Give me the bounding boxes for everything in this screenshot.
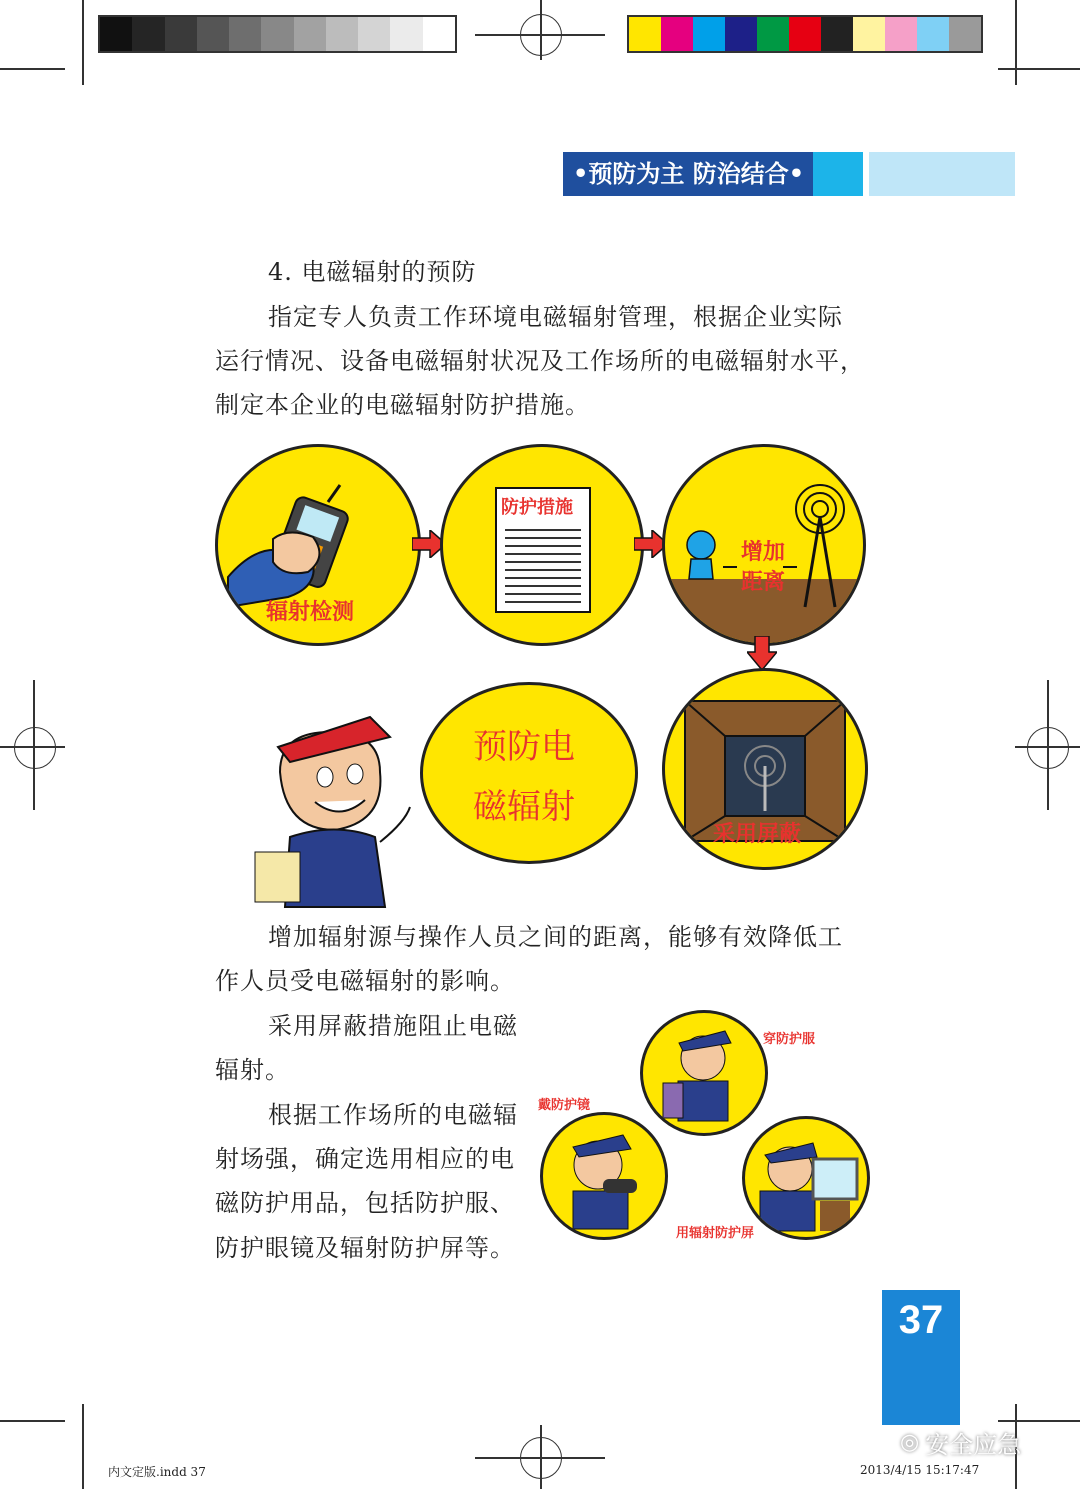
chapter-banner-title: •预防为主 防治结合• bbox=[563, 152, 813, 196]
suit-label: 穿防护服 bbox=[763, 1032, 816, 1047]
bubble-text-2: 磁辐射 bbox=[473, 787, 575, 827]
body-line: 采用屏蔽措施阻止电磁 bbox=[268, 1012, 518, 1040]
step-detection-label: 辐射检测 bbox=[266, 600, 355, 625]
color-swatch bbox=[821, 17, 853, 51]
goggles-label: 戴防护镜 bbox=[538, 1098, 591, 1113]
color-swatch bbox=[885, 17, 917, 51]
color-swatch bbox=[949, 17, 981, 51]
registration-line bbox=[540, 0, 542, 60]
footer-file: 内文定版.indd 37 bbox=[108, 1465, 206, 1479]
shielding-circle bbox=[662, 668, 868, 870]
shield-screen-circle bbox=[742, 1116, 870, 1240]
banner-accent bbox=[813, 152, 863, 196]
distance-circle bbox=[662, 444, 866, 646]
crop-mark bbox=[998, 1420, 1080, 1422]
color-swatch bbox=[358, 17, 390, 51]
body-line: 辐射。 bbox=[215, 1056, 290, 1084]
color-swatch bbox=[629, 17, 661, 51]
color-swatch bbox=[917, 17, 949, 51]
color-swatch bbox=[165, 17, 197, 51]
grayscale-color-bar bbox=[98, 15, 457, 53]
chapter-banner bbox=[563, 152, 1015, 196]
intro-line: 指定专人负责工作环境电磁辐射管理，根据企业实际 bbox=[268, 303, 843, 331]
crop-mark bbox=[1015, 0, 1017, 85]
color-swatch bbox=[757, 17, 789, 51]
screen-worker-icon bbox=[745, 1119, 867, 1237]
screen-label: 用辐射防护屏 bbox=[676, 1226, 755, 1241]
detection-circle bbox=[215, 444, 421, 646]
section-heading: 4. 电磁辐射的预防 bbox=[268, 258, 477, 286]
worker-character-icon bbox=[250, 712, 420, 912]
crop-mark bbox=[82, 1404, 84, 1489]
wechat-icon: ◎ bbox=[900, 1430, 920, 1455]
color-swatch bbox=[725, 17, 757, 51]
registration-mark bbox=[14, 727, 56, 769]
crop-mark bbox=[82, 0, 84, 85]
measures-circle bbox=[440, 444, 644, 646]
color-swatch bbox=[229, 17, 261, 51]
step-distance-label-1: 增加 bbox=[741, 540, 786, 565]
body-line: 增加辐射源与操作人员之间的距离，能够有效降低工 bbox=[268, 923, 843, 951]
body-line: 射场强，确定选用相应的电 bbox=[215, 1145, 515, 1173]
document-icon bbox=[495, 487, 591, 613]
color-swatch bbox=[132, 17, 164, 51]
speech-bubble bbox=[420, 682, 638, 864]
watermark-text: 安全应急 bbox=[925, 1431, 1022, 1459]
color-swatch bbox=[390, 17, 422, 51]
color-swatch bbox=[789, 17, 821, 51]
color-swatch bbox=[853, 17, 885, 51]
body-line: 根据工作场所的电磁辐 bbox=[268, 1101, 518, 1129]
crop-mark bbox=[0, 1420, 65, 1422]
registration-line bbox=[1047, 680, 1049, 810]
color-swatch bbox=[693, 17, 725, 51]
body-line: 防护眼镜及辐射防护屏等。 bbox=[215, 1234, 515, 1262]
bubble-text-1: 预防电 bbox=[473, 727, 575, 767]
watermark bbox=[900, 1425, 1021, 1460]
color-swatch bbox=[294, 17, 326, 51]
body-line: 作人员受电磁辐射的影响。 bbox=[215, 967, 515, 995]
crop-mark bbox=[0, 68, 65, 70]
color-swatch bbox=[423, 17, 455, 51]
color-swatch bbox=[197, 17, 229, 51]
page-number: 37 bbox=[882, 1290, 960, 1425]
color-swatch bbox=[661, 17, 693, 51]
color-swatch bbox=[261, 17, 293, 51]
footer-timestamp: 2013/4/15 15:17:47 bbox=[860, 1463, 980, 1477]
step-measures-label: 防护措施 bbox=[501, 497, 573, 518]
color-swatch bbox=[326, 17, 358, 51]
registration-line bbox=[540, 1425, 542, 1489]
step-shielding-label: 采用屏蔽 bbox=[713, 822, 802, 847]
crop-mark bbox=[998, 68, 1080, 70]
intro-line: 制定本企业的电磁辐射防护措施。 bbox=[215, 391, 590, 419]
registration-line bbox=[33, 680, 35, 810]
color-swatch bbox=[100, 17, 132, 51]
step-distance-label-2: 距离 bbox=[741, 570, 786, 595]
intro-line: 运行情况、设备电磁辐射状况及工作场所的电磁辐射水平， bbox=[215, 347, 865, 375]
suit-worker-icon bbox=[643, 1013, 765, 1133]
flow-arrow-down-icon bbox=[747, 636, 777, 670]
process-color-bar bbox=[627, 15, 983, 53]
goggles-circle bbox=[540, 1112, 668, 1240]
protective-suit-circle bbox=[640, 1010, 768, 1136]
goggles-worker-icon bbox=[543, 1115, 665, 1237]
banner-accent-light bbox=[869, 152, 1015, 196]
body-line: 磁防护用品，包括防护服、 bbox=[215, 1189, 515, 1217]
